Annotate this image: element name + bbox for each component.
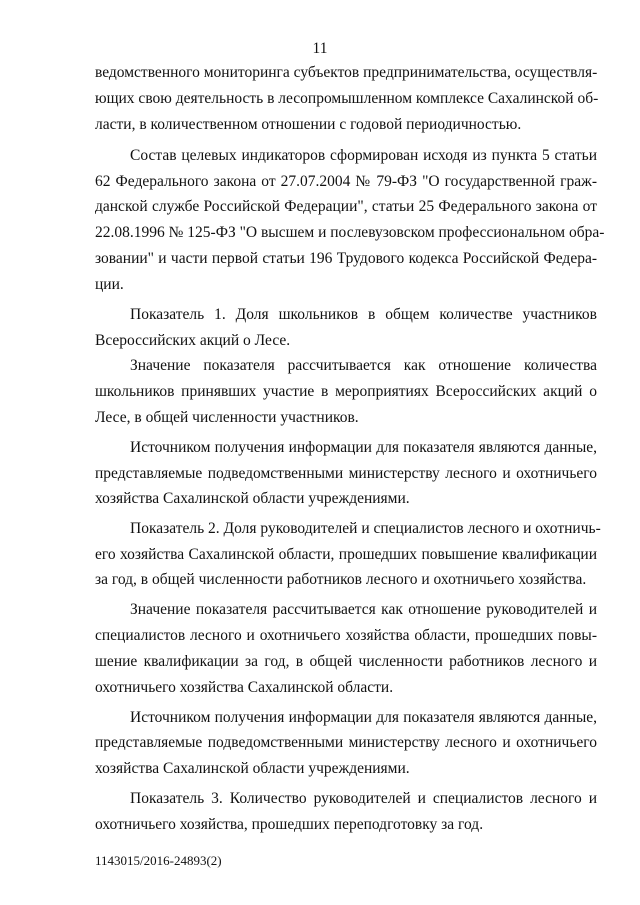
- text-line: охотничьего хозяйства, прошедших переподготовку за год.: [95, 816, 484, 833]
- text-line: ющих свою деятельность в лесопромышленном комплексе Сахалинской об-: [95, 90, 599, 107]
- text-line: специалистов лесного и охотничьего хозяйства области, прошедших повы-: [95, 627, 597, 644]
- text-line: Показатель 2. Доля руководителей и специалистов лесного и охотничь-: [130, 520, 601, 537]
- text-line: Показатель 3. Количество руководителей и специалистов лесного и: [130, 790, 597, 807]
- text-line: хозяйства Сахалинской области учреждениями.: [95, 760, 410, 777]
- text-line: данской службе Российской Федерации", статьи 25 Федерального закона от: [95, 198, 597, 215]
- page-number: 11: [312, 40, 328, 57]
- text-line: ведомственного мониторинга субъектов предпринимательства, осуществля-: [95, 64, 598, 81]
- text-line: 22.08.1996 № 125-ФЗ "О высшем и послевузовском профессиональном обра-: [95, 224, 605, 241]
- text-line: Лесе, в общей численности участников.: [95, 409, 359, 426]
- text-line: представляемые подведомственными министерству лесного и охотничьего: [95, 465, 597, 482]
- text-line: Показатель 1. Доля школьников в общем количестве участников: [130, 306, 597, 323]
- text-line: охотничьего хозяйства Сахалинской области.: [95, 679, 394, 696]
- text-line: хозяйства Сахалинской области учреждениями.: [95, 490, 410, 507]
- text-line: Источником получения информации для показателя являются данные,: [130, 439, 597, 456]
- text-line: представляемые подведомственными министерству лесного и охотничьего: [95, 734, 597, 751]
- text-line: Значение показателя рассчитывается как отношение количества: [130, 357, 597, 374]
- text-line: за год, в общей численности работников лесного и охотничьего хозяйства.: [95, 571, 587, 588]
- text-line: ции.: [95, 276, 124, 293]
- text-line: Значение показателя рассчитывается как отношение руководителей и: [130, 601, 597, 618]
- text-line: Всероссийских акций о Лесе.: [95, 332, 291, 349]
- text-line: 62 Федерального закона от 27.07.2004 № 79-ФЗ "О государственной граж-: [95, 173, 597, 190]
- text-line: его хозяйства Сахалинской области, прошедших повышение квалификации: [95, 546, 597, 563]
- text-line: ласти, в количественном отношении с годовой периодичностью.: [95, 116, 522, 133]
- text-line: школьников принявших участие в мероприятиях Всероссийских акций о: [95, 383, 597, 400]
- text-line: зовании" и части первой статьи 196 Трудового кодекса Российской Федера-: [95, 250, 597, 267]
- text-line: Источником получения информации для показателя являются данные,: [130, 709, 597, 726]
- document-footer-code: 1143015/2016-24893(2): [95, 853, 222, 868]
- text-line: шение квалификации за год, в общей численности работников лесного и: [95, 653, 597, 670]
- text-line: Состав целевых индикаторов сформирован исходя из пункта 5 статьи: [130, 147, 597, 164]
